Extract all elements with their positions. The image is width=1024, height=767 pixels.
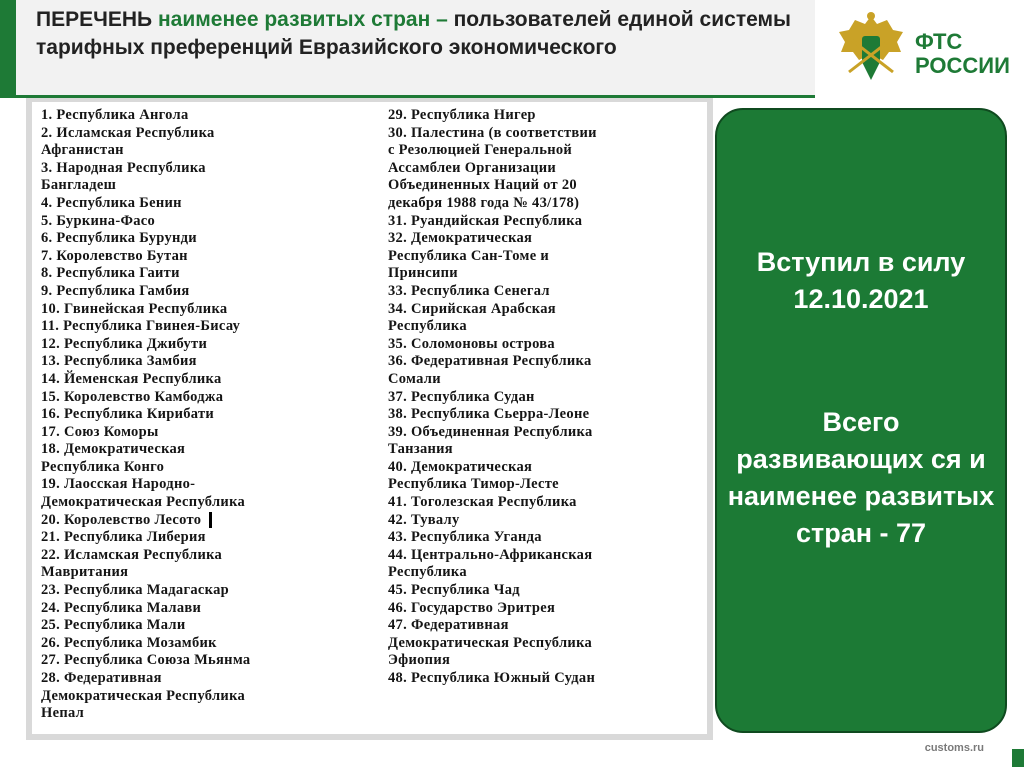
country-item: 8. Республика Гаити <box>41 265 180 282</box>
country-item: 14. Йеменская Республика <box>41 370 222 387</box>
country-item: 11. Республика Гвинея-Бисау <box>41 318 241 335</box>
country-item: 15. Королевство Камбоджа <box>41 388 224 405</box>
country-item: 4. Республика Бенин <box>41 194 182 211</box>
country-item: 17. Союз Коморы <box>41 423 159 440</box>
title-rest: пользователей единой системы тарифных преференций Евразийского экономического <box>36 8 791 59</box>
title-accent: наименее развитых стран – <box>157 8 448 31</box>
country-item: 40. Демократическая Республика Тимор-Лесте <box>388 458 559 493</box>
country-item: 41. Тоголезская Республика <box>388 494 577 511</box>
entry-into-force-text: Вступил в силу 12.10.2021 <box>756 247 966 314</box>
total-countries-text: Всего развивающих ся и наименее развитых стран - 77 <box>727 407 995 548</box>
country-item: 9. Республика Гамбия <box>41 282 190 299</box>
country-item: 2. Исламская Республика Афганистан <box>41 124 215 159</box>
country-item: 45. Республика Чад <box>388 582 520 599</box>
countries-column-left <box>41 107 371 723</box>
countries-column-right <box>388 107 698 688</box>
country-item: 27. Республика Союза Мьянма <box>41 652 251 669</box>
logo-line-1: ФТС <box>915 29 963 54</box>
country-item: 13. Республика Замбия <box>41 353 197 370</box>
country-item: 31. Руандийская Республика <box>388 212 583 229</box>
country-item: 35. Соломоновы острова <box>388 335 555 352</box>
logo-text <box>915 30 1010 78</box>
country-item: 44. Центрально-Африканская Республика <box>388 546 593 581</box>
country-item: 19. Лаосская Народно- Демократическая Республика <box>41 476 246 511</box>
country-item: 10. Гвинейская Республика <box>41 300 228 317</box>
country-item: 25. Республика Мали <box>41 617 186 634</box>
country-item: 36. Федеративная Республика Сомали <box>388 353 592 387</box>
country-item: 5. Буркина-Фасо <box>41 212 156 229</box>
country-item: 34. Сирийская Арабская Республика <box>388 300 556 335</box>
title-prefix: ПЕРЕЧЕНЬ <box>36 8 153 31</box>
country-item: 16. Республика Кирибати <box>41 406 215 423</box>
country-item: 42. Тувалу <box>388 511 460 528</box>
country-item: 29. Республика Нигер <box>388 107 536 123</box>
countries-list-area <box>32 102 707 734</box>
country-item: 33. Республика Сенегал <box>388 282 550 299</box>
fts-logo <box>815 0 1024 98</box>
country-item: 12. Республика Джибути <box>41 335 208 352</box>
eagle-emblem-icon <box>835 8 907 88</box>
country-item: 32. Демократическая Республика Сан-Томе и Принсипи <box>388 230 550 282</box>
footer-site: customs.ru <box>924 742 984 754</box>
country-item: 47. Федеративная Демократическая Республика Эфиопия <box>388 617 593 669</box>
country-item: 1. Республика Ангола <box>41 107 189 123</box>
country-item: 30. Палестина (в соответствии с Резолюцией Генеральной Ассамблеи Организации Объединенных Наций от 20 декабря 1988 года № 43/178) <box>388 124 597 211</box>
country-item: 48. Республика Южный Судан <box>388 670 596 686</box>
country-item: 46. Государство Эритрея <box>388 599 556 616</box>
country-item: 37. Республика Судан <box>388 388 535 405</box>
country-item-with-cursor <box>41 512 371 530</box>
country-item: 24. Республика Малави <box>41 599 202 616</box>
slide-title <box>36 6 796 62</box>
text-cursor <box>209 512 212 528</box>
corner-accent <box>1012 749 1024 767</box>
info-box <box>715 108 1007 733</box>
country-item: 21. Республика Либерия <box>41 529 206 546</box>
logo-line-2: РОССИИ <box>915 53 1010 78</box>
country-item: 7. Королевство Бутан <box>41 247 188 264</box>
country-item: 38. Республика Сьерра-Леоне <box>388 406 590 423</box>
country-item: 22. Исламская Республика Мавритания <box>41 546 223 581</box>
country-item: 6. Республика Бурунди <box>41 230 197 247</box>
slide-header <box>0 0 815 98</box>
header-accent-bar <box>0 0 16 98</box>
country-item: 18. Демократическая Республика Конго <box>41 441 186 475</box>
country-item: 20. Королевство Лесото <box>41 511 202 528</box>
country-item: 43. Республика Уганда <box>388 529 542 546</box>
country-item: 23. Республика Мадагаскар <box>41 582 230 599</box>
country-item: 26. Республика Мозамбик <box>41 634 217 651</box>
country-item: 39. Объединенная Республика Танзания <box>388 423 593 458</box>
country-item: 28. Федеративная Демократическая Республика Непал <box>41 670 246 722</box>
country-item: 3. Народная Республика Бангладеш <box>41 159 206 194</box>
